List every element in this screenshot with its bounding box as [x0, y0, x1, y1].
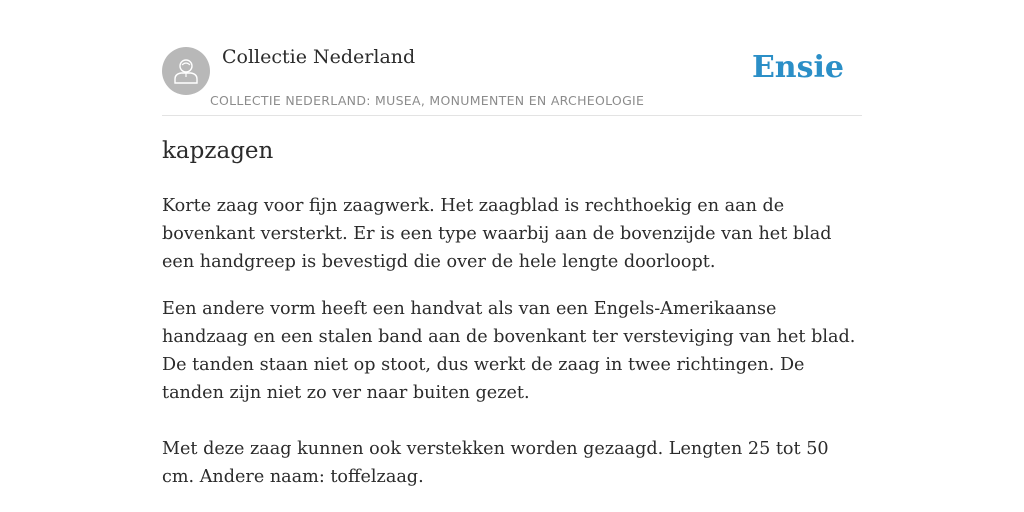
category-label[interactable]: COLLECTIE NEDERLAND: MUSEA, MONUMENTEN EN ARCHEOLOGIE — [210, 93, 645, 108]
header — [162, 40, 862, 116]
user-silhouette-icon — [171, 56, 201, 86]
avatar — [162, 47, 210, 95]
paragraph-spacer — [162, 426, 862, 435]
ensie-logo[interactable]: Ensie — [751, 50, 844, 85]
entry-paragraph: Korte zaag voor fijn zaagwerk. Het zaagblad is rechthoekig en aan de bovenkant versterkt. Er is een type waarbij aan de bovenzijde van het blad een handgreep is bevestigd die over de hele lengte doorloopt. — [162, 196, 832, 272]
entry-title: kapzagen — [162, 138, 274, 164]
entry-body — [162, 192, 862, 510]
author-name[interactable]: Collectie Nederland — [222, 46, 416, 68]
entry-paragraph: Met deze zaag kunnen ook verstekken worden gezaagd. Lengten 25 tot 50 cm. Andere naam: toffelzaag. — [162, 439, 829, 487]
entry-paragraph: Een andere vorm heeft een handvat als van een Engels-Amerikaanse handzaag en een stalen band aan de bovenkant ter versteviging van het blad. De tanden staan niet op stoot, dus werkt de zaag in twee richtingen. De tanden zijn niet zo ver naar buiten gezet. — [162, 299, 856, 403]
